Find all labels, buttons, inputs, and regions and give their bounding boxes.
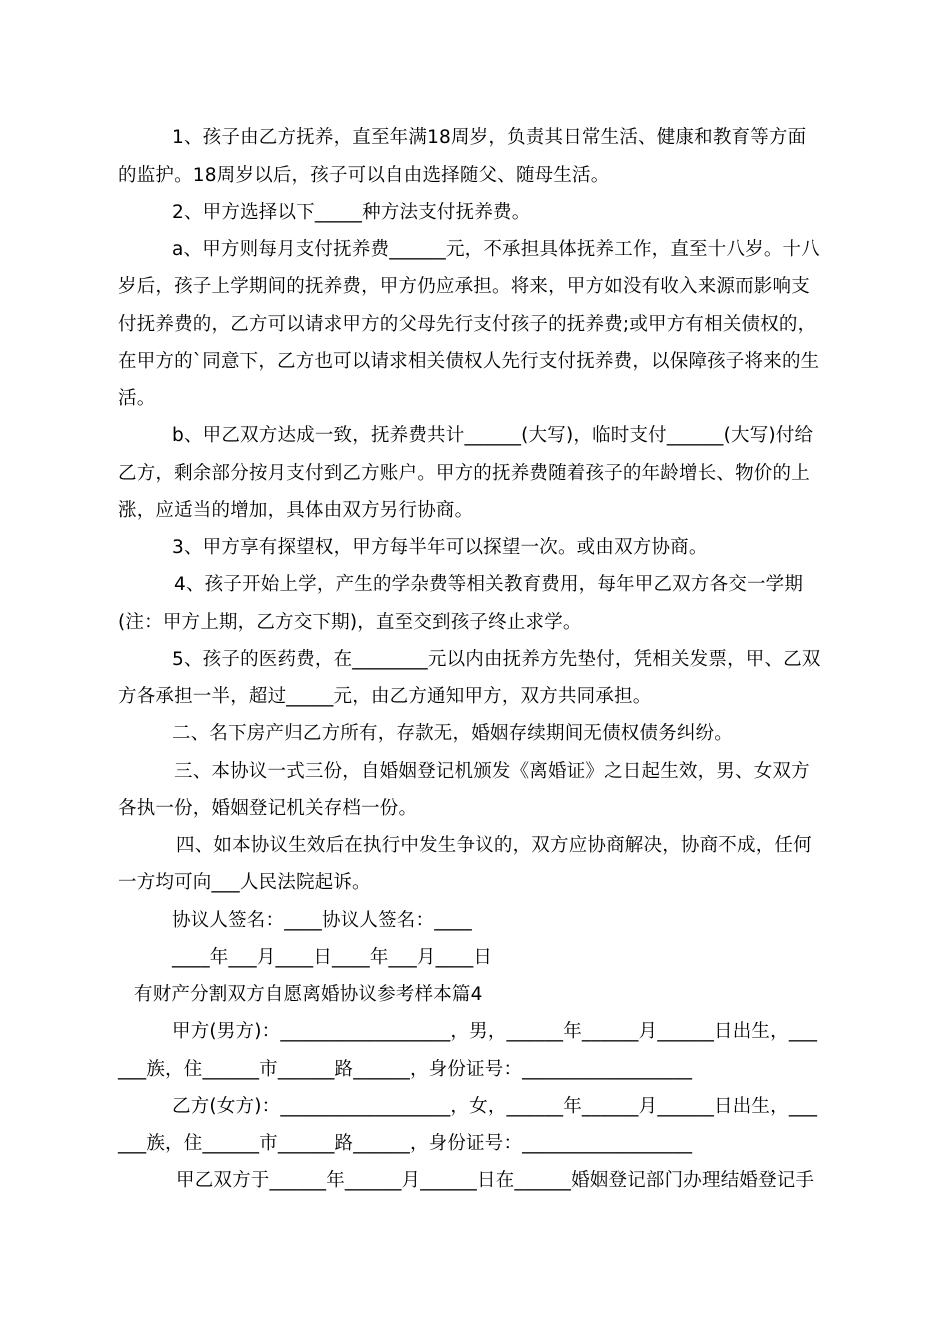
paragraph-line: 3、甲方享有探望权，甲方每半年可以探望一次。或由双方协商。 — [172, 537, 708, 558]
signature-line: 协议人签名：____协议人签名：____ — [172, 910, 473, 931]
paragraph-line: ___族，住______市______路______，身份证号：__________________ — [118, 1059, 693, 1080]
paragraph-line: 甲方(男方)：__________________，男，______年______月______日出生，___ — [172, 1021, 818, 1042]
paragraph-line: 乙方(女方)：__________________，女，______年______月______日出生，___ — [172, 1096, 818, 1117]
paragraph-line: 付抚养费的，乙方可以请求甲方的父母先行支付孩子的抚养费;或甲方有相关债权的， — [118, 314, 817, 335]
paragraph-line: 二、名下房产归乙方所有，存款无，婚姻存续期间无债权债务纠纷。 — [172, 723, 734, 744]
paragraph-line: a、甲方则每月支付抚养费______元，不承担具体抚养工作，直至十八岁。十八 — [172, 239, 820, 260]
paragraph-line: 甲乙双方于______年______月______日在______婚姻登记部门办理结婚登记手 — [176, 1170, 815, 1191]
paragraph-line: 5、孩子的医药费，在________元以内由抚养方先垫付，凭相关发票，甲、乙双 — [172, 649, 821, 670]
paragraph-line: 2、甲方选择以下_____种方法支付抚养费。 — [172, 202, 531, 223]
paragraph-line: 活。 — [118, 388, 156, 409]
paragraph-line: 岁后，孩子上学期间的抚养费，甲方仍应承担。将来，甲方如没有收入来源而影响支 — [118, 276, 810, 297]
paragraph-line: (注：甲方上期，乙方交下期)，直至交到孩子终止求学。 — [118, 612, 582, 633]
paragraph-line: 四、如本协议生效后在执行中发生争议的，双方应协商解决，协商不成，任何 — [176, 835, 812, 856]
paragraph-line: 涨，应适当的增加，具体由双方另行协商。 — [118, 500, 474, 521]
paragraph-line: b、甲乙双方达成一致，抚养费共计______(大写)，临时支付______(大写)付给 — [172, 425, 814, 446]
paragraph-line: 的监护。18周岁以后，孩子可以自由选择随父、随母生活。 — [118, 165, 610, 186]
paragraph-line: 在甲方的`同意下，乙方也可以请求相关债权人先行支付抚养费，以保障孩子将来的生 — [118, 351, 820, 372]
paragraph-line: 乙方，剩余部分按月支付到乙方账户。甲方的抚养费随着孩子的年龄增长、物价的上 — [118, 463, 810, 484]
paragraph-line: 三、本协议一式三份，自婚姻登记机颁发《离婚证》之日起生效，男、女双方 — [174, 761, 810, 782]
date-line: ____年___月____日____年___月____日 — [172, 947, 493, 968]
paragraph-line: 1、孩子由乙方抚养，直至年满18周岁，负责其日常生活、健康和教育等方面 — [172, 127, 807, 148]
paragraph-line: 一方均可向___人民法院起诉。 — [118, 872, 371, 893]
paragraph-line: 各执一份，婚姻登记机关存档一份。 — [118, 798, 418, 819]
paragraph-line: ___族，住______市______路______，身份证号：__________________ — [118, 1133, 693, 1154]
paragraph-line: 方各承担一半，超过_____元，由乙方通知甲方，双方共同承担。 — [118, 686, 652, 707]
section-title: 有财产分割双方自愿离婚协议参考样本篇4 — [134, 984, 483, 1005]
paragraph-line: 4、孩子开始上学，产生的学杂费等相关教育费用，每年甲乙双方各交一学期 — [174, 574, 804, 595]
